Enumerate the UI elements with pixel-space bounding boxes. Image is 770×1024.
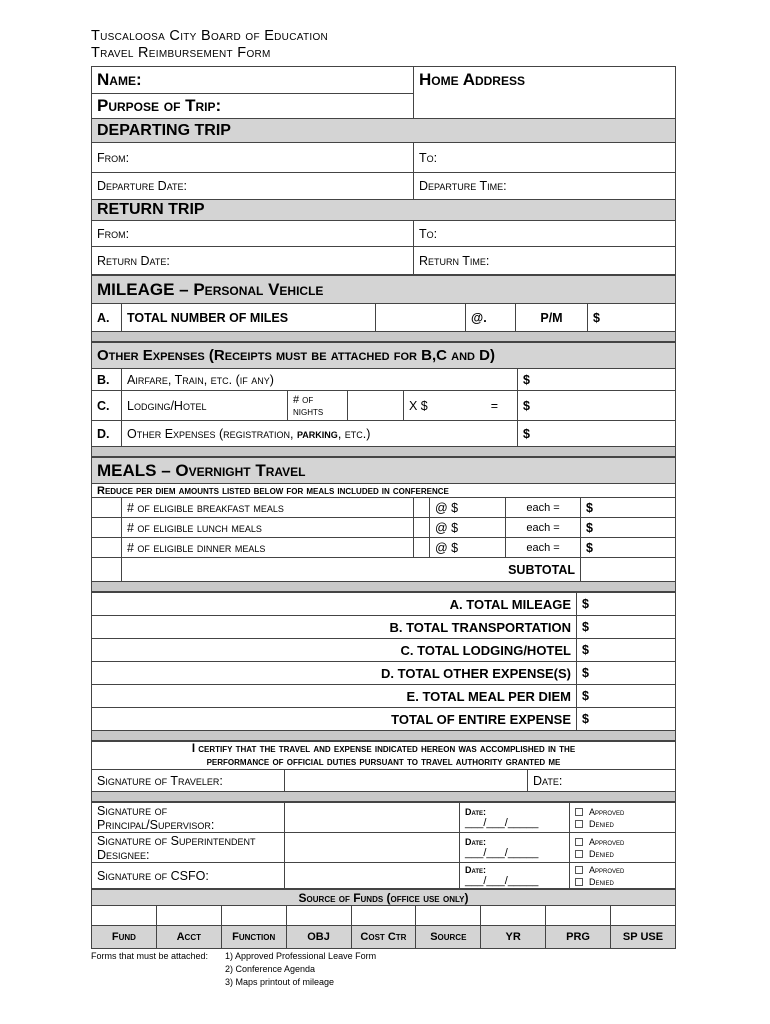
csfo-signature-label: Signature of CSFO: xyxy=(92,863,285,889)
csfo-date-field[interactable]: Date: ___/___/_____ xyxy=(460,863,570,889)
traveler-info-table xyxy=(91,66,676,275)
total-label: B. TOTAL TRANSPORTATION xyxy=(92,616,577,639)
departing-title: DEPARTING TRIP xyxy=(92,119,676,143)
meal-each: each = xyxy=(506,498,581,518)
meals-subtitle: Reduce per diem amounts listed below for meals included in conference xyxy=(92,484,676,498)
approvals-table xyxy=(91,802,676,889)
airfare-label: Airfare, Train, etc. (if any) xyxy=(122,369,518,391)
c-letter: C. xyxy=(92,391,122,421)
mileage-at: @. xyxy=(466,304,516,332)
approved-checkbox[interactable]: Approved xyxy=(575,864,670,876)
prg-input[interactable] xyxy=(546,906,611,926)
return-date-field[interactable]: Return Date: xyxy=(92,247,414,275)
cost-ctr-header: Cost Ctr xyxy=(351,926,416,949)
approval-row-superintendent xyxy=(92,833,676,863)
total-label: A. TOTAL MILEAGE xyxy=(92,593,577,616)
name-field[interactable]: Name: xyxy=(92,67,414,94)
nights-label: # of nights xyxy=(288,391,348,421)
approved-checkbox[interactable]: Approved xyxy=(575,836,670,848)
csfo-decision xyxy=(570,863,676,889)
obj-input[interactable] xyxy=(286,906,351,926)
attachment-item: 1) Approved Professional Leave Form xyxy=(225,951,377,961)
attachments-note xyxy=(91,950,376,989)
form-header xyxy=(91,28,328,62)
supervisor-signature-input[interactable] xyxy=(285,803,460,833)
meal-row-lunch xyxy=(92,518,676,538)
meal-label: # of eligible dinner meals xyxy=(122,538,414,558)
superintendent-signature-input[interactable] xyxy=(285,833,460,863)
traveler-signature-input[interactable] xyxy=(285,770,528,792)
return-title: RETURN TRIP xyxy=(92,200,676,221)
mileage-title: MILEAGE – Personal Vehicle xyxy=(92,276,676,304)
total-amount-input[interactable]: $ xyxy=(577,685,676,708)
sp-use-input[interactable] xyxy=(611,906,676,926)
source-header: Source xyxy=(416,926,481,949)
other-expenses-title: Other Expenses (Receipts must be attached for B,C and D) xyxy=(92,343,676,369)
total-label: D. TOTAL OTHER EXPENSE(S) xyxy=(92,662,577,685)
mileage-letter: A. xyxy=(92,304,122,332)
sp-use-header: SP USE xyxy=(611,926,676,949)
yr-input[interactable] xyxy=(481,906,546,926)
meal-count-input[interactable] xyxy=(92,538,122,558)
superintendent-signature-label: Signature of Superintendent Designee: xyxy=(92,833,285,863)
divider xyxy=(92,792,676,802)
mileage-rate-input[interactable]: P/M xyxy=(516,304,588,332)
function-header: Function xyxy=(221,926,286,949)
subtotal-label: SUBTOTAL xyxy=(122,558,581,582)
nights-input[interactable] xyxy=(348,391,404,421)
airfare-amount-input[interactable]: $ xyxy=(518,369,676,391)
certify-statement: I certify that the travel and expense indicated hereon was accomplished in the performance of official duties pursuant to travel authority granted me xyxy=(92,742,676,770)
approval-row-csfo xyxy=(92,863,676,889)
fund-input[interactable] xyxy=(92,906,157,926)
b-letter: B. xyxy=(92,369,122,391)
denied-checkbox[interactable]: Denied xyxy=(575,848,670,860)
denied-checkbox[interactable]: Denied xyxy=(575,876,670,888)
funds-table xyxy=(91,889,676,949)
subtotal-spacer xyxy=(92,558,122,582)
divider xyxy=(92,447,676,457)
meal-amount-input[interactable]: $ xyxy=(581,518,676,538)
total-label: E. TOTAL MEAL PER DIEM xyxy=(92,685,577,708)
superintendent-decision xyxy=(570,833,676,863)
meal-spacer xyxy=(414,498,430,518)
supervisor-decision xyxy=(570,803,676,833)
approved-checkbox[interactable]: Approved xyxy=(575,806,670,818)
meal-rate-input[interactable]: @ $ xyxy=(430,538,506,558)
purpose-field[interactable]: Purpose of Trip: xyxy=(92,94,414,119)
meal-spacer xyxy=(414,518,430,538)
meal-amount-input[interactable]: $ xyxy=(581,498,676,518)
meals-table xyxy=(91,457,676,592)
certification-table xyxy=(91,741,676,802)
meal-rate-input[interactable]: @ $ xyxy=(430,498,506,518)
meal-label: # of eligible lunch meals xyxy=(122,518,414,538)
attachments-list xyxy=(225,950,376,989)
supervisor-date-field[interactable]: Date: ___/___/_____ xyxy=(460,803,570,833)
funds-title: Source of Funds (office use only) xyxy=(92,890,676,906)
attachment-item: 2) Conference Agenda xyxy=(225,964,316,974)
other-expenses-table xyxy=(91,342,676,457)
meal-each: each = xyxy=(506,538,581,558)
obj-header: OBJ xyxy=(286,926,351,949)
prg-header: PRG xyxy=(546,926,611,949)
total-amount-input[interactable]: $ xyxy=(577,593,676,616)
lodging-amount-input[interactable]: $ xyxy=(518,391,676,421)
grand-total-label: TOTAL OF ENTIRE EXPENSE xyxy=(92,708,577,731)
departure-date-field[interactable]: Departure Date: xyxy=(92,173,414,200)
attachment-item: 3) Maps printout of mileage xyxy=(225,977,335,987)
departure-time-field[interactable]: Departure Time: xyxy=(414,173,676,200)
total-amount-input[interactable]: $ xyxy=(577,616,676,639)
acct-header: Acct xyxy=(156,926,221,949)
home-address-field[interactable]: Home Address xyxy=(414,67,676,119)
org-name: Tuscaloosa City Board of Education xyxy=(91,28,329,44)
divider xyxy=(92,582,676,592)
divider xyxy=(92,731,676,741)
reimbursement-form xyxy=(91,66,676,949)
meal-row-dinner xyxy=(92,538,676,558)
divider xyxy=(92,332,676,342)
function-input[interactable] xyxy=(221,906,286,926)
departing-to-field[interactable]: To: xyxy=(414,143,676,173)
meal-amount-input[interactable]: $ xyxy=(581,538,676,558)
grand-total-input[interactable]: $ xyxy=(577,708,676,731)
cost-ctr-input[interactable] xyxy=(351,906,416,926)
meal-count-input[interactable] xyxy=(92,498,122,518)
return-time-field[interactable]: Return Time: xyxy=(414,247,676,275)
subtotal-input[interactable] xyxy=(581,558,676,582)
mileage-amount-input[interactable]: $ xyxy=(588,304,676,332)
form-title: Travel Reimbursement Form xyxy=(91,45,271,61)
acct-input[interactable] xyxy=(156,906,221,926)
total-amount-input[interactable]: $ xyxy=(577,639,676,662)
totals-table xyxy=(91,592,676,741)
meal-spacer xyxy=(414,538,430,558)
superintendent-date-field[interactable]: Date: ___/___/_____ xyxy=(460,833,570,863)
traveler-signature-label: Signature of Traveler: xyxy=(92,770,285,792)
other-amount-input[interactable]: $ xyxy=(518,421,676,447)
total-miles-input[interactable] xyxy=(376,304,466,332)
total-amount-input[interactable]: $ xyxy=(577,662,676,685)
meal-label: # of eligible breakfast meals xyxy=(122,498,414,518)
attachments-label: Forms that must be attached: xyxy=(91,951,209,961)
d-letter: D. xyxy=(92,421,122,447)
meals-title: MEALS – Overnight Travel xyxy=(92,458,676,484)
departing-from-field[interactable]: From: xyxy=(92,143,414,173)
denied-checkbox[interactable]: Denied xyxy=(575,818,670,830)
meal-each: each = xyxy=(506,518,581,538)
other-expense-label: Other Expenses (registration, parking, etc.) xyxy=(122,421,518,447)
meal-row-breakfast xyxy=(92,498,676,518)
source-input[interactable] xyxy=(416,906,481,926)
mileage-table xyxy=(91,275,676,342)
approval-row-supervisor xyxy=(92,803,676,833)
return-to-field[interactable]: To: xyxy=(414,221,676,247)
meal-rate-input[interactable]: @ $ xyxy=(430,518,506,538)
supervisor-signature-label: Signature of Principal/Supervisor: xyxy=(92,803,285,833)
total-miles-label: TOTAL NUMBER OF MILES xyxy=(122,304,376,332)
return-from-field[interactable]: From: xyxy=(92,221,414,247)
nightly-rate-input[interactable]: X $ = xyxy=(404,391,518,421)
total-label: C. TOTAL LODGING/HOTEL xyxy=(92,639,577,662)
fund-header: Fund xyxy=(92,926,157,949)
meal-count-input[interactable] xyxy=(92,518,122,538)
csfo-signature-input[interactable] xyxy=(285,863,460,889)
lodging-label: Lodging/Hotel xyxy=(122,391,288,421)
traveler-date-field[interactable]: Date: xyxy=(528,770,676,792)
yr-header: YR xyxy=(481,926,546,949)
